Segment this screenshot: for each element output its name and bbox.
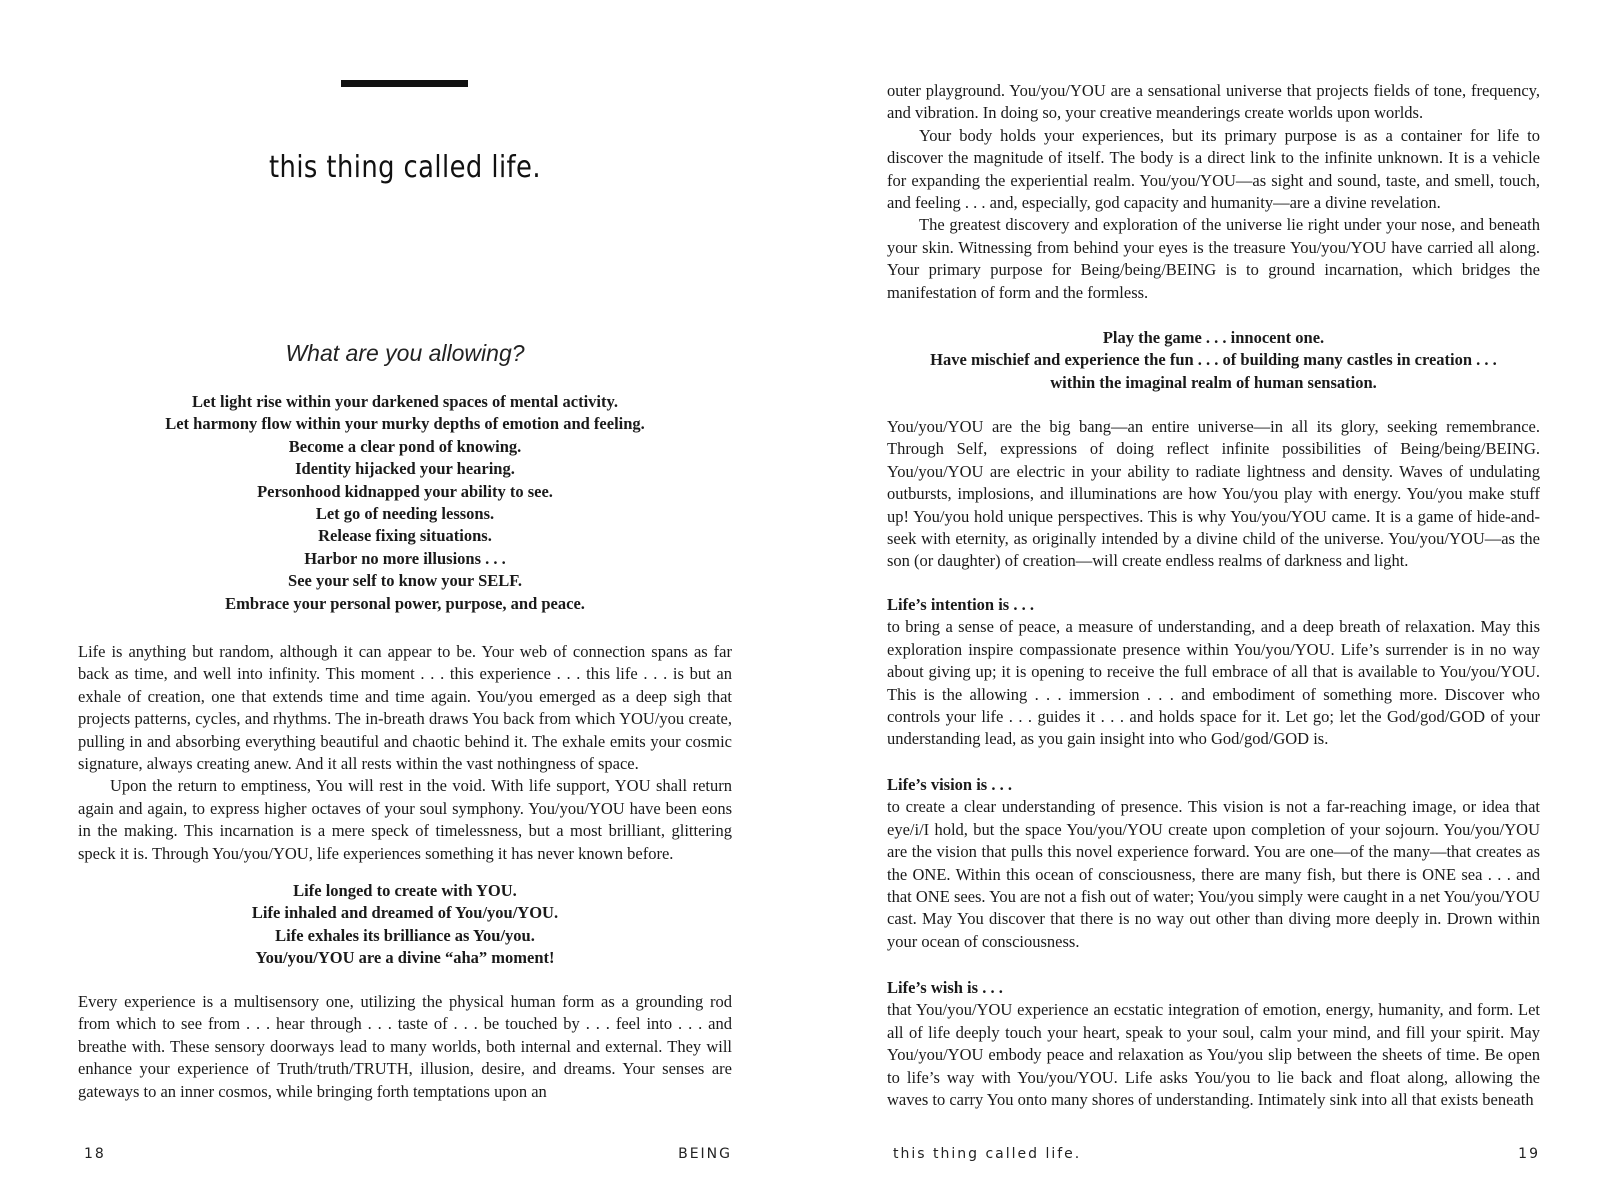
- poem-block: [78, 880, 732, 970]
- poem-line: Have mischief and experience the fun . . . of building many castles in creation . . .: [930, 350, 1497, 370]
- paragraph: You/you/YOU are the big bang—an entire universe—in all its glory, seeking remembrance. Through Self, expressions of doing reflect infinite possibilities of Being/being/BEING. You/you/YOU are electric in your ability to radiate lightness and density. Waves of undulating outbursts, implosions, and illuminations are how You/you play with energy. You/you make stuff up! You/you hold unique perspectives. This is why You/you/YOU came. It is a game of hide-and-seek with eternity, as originally intended by a divine child of the universe. You/you/YOU—as the son (or daughter) of creation—will create endless realms of darkness and light.: [887, 417, 1540, 571]
- running-head: this thing called life.: [893, 1146, 1082, 1162]
- affirmation-list: [78, 391, 732, 615]
- paragraph: The greatest discovery and exploration of the universe lie right under your nose, and beneath your skin. Witnessing from behind your eyes is the treasure You/you/YOU have carried all along. Your primary purpose for Being/being/BEING is to ground incarnation, which bridges the manifestation of form and the formless.: [887, 215, 1540, 302]
- paragraph: Life is anything but random, although it can appear to be. Your web of connection spans as far back as time, and well into infinity. This moment . . . this experience . . . this life . . . is but an exhale of creation, one that extends time and time again. You/you emerged as a deep sigh that projects patterns, cycles, and rhythms. The in-breath draws You back from which YOU/you create, pulling in and absorbing everything beautiful and chaotic behind it. The exhale emits your cosmic signature, always creating anew. And it all rests within the vast nothingness of space.: [78, 642, 732, 774]
- section-heading: Life’s vision is . . .: [887, 775, 1012, 794]
- affirmation-line: Let go of needing lessons.: [315, 504, 495, 524]
- body-section-2: [78, 991, 732, 1103]
- affirmation-line: Become a clear pond of knowing.: [288, 436, 522, 456]
- left-page: [78, 0, 732, 1200]
- affirmation-line: Harbor no more illusions . . .: [304, 548, 506, 568]
- poem-line: within the imaginal realm of human sensation.: [1050, 372, 1377, 392]
- affirmation-line: See your self to know your SELF.: [288, 571, 522, 591]
- paragraph: Upon the return to emptiness, You will rest in the void. With life support, YOU shall return again and again, to express higher octaves of your soul symphony. You/you/YOU have been eons in the making. This incarnation is a mere speck of timelessness, but a most brilliant, glittering speck it is. Through You/you/YOU, life experiences something it has never known before.: [78, 776, 732, 863]
- paragraph: Your body holds your experiences, but its primary purpose is as a container for life to discover the magnitude of itself. The body is a direct link to the infinite unknown. It is a vehicle for expanding the experiential realm. You/you/YOU—as sight and sound, taste, and smell, touch, and feeling . . . and, especially, god capacity and humanity—are a divine revelation.: [887, 125, 1540, 213]
- body-section-3: [887, 80, 1540, 304]
- poem-line: Life longed to create with YOU.: [293, 881, 517, 900]
- affirmation-line: Embrace your personal power, purpose, and peace.: [225, 593, 585, 613]
- section-heading: Life’s wish is . . .: [887, 978, 1003, 997]
- section-text: that You/you/YOU experience an ecstatic integration of emotion, energy, humanity, and form. Let all of life deeply touch your heart, speak to your soul, calm your mind, and fill your spirit. May You/you/YOU embody peace and relaxation as You/you slip between the sheets of time. Be open to life’s way with You/you/YOU. Life asks You/you to lie back and float along, allowing the waves to carry You onto many shores of understanding. Intimately sink into all that exists beneath: [887, 1000, 1540, 1110]
- page-number: 18: [84, 1146, 106, 1162]
- chapter-subtitle: What are you allowing?: [285, 340, 525, 366]
- affirmation-line: Identity hijacked your hearing.: [295, 459, 515, 479]
- poem-line: Play the game . . . innocent one.: [1102, 328, 1325, 347]
- section-text: to create a clear understanding of presence. This vision is not a far-reaching image, or idea that eye/i/I hold, but the space You/you/YOU create upon completion of your sojourn. You/you/YOU are the vision that pulls this novel experience forward. You are one—of the many—that creates as the ONE. Within this ocean of consciousness, there are many fish, but there is ONE sea . . . and that ONE sees. You are not a fish out of water; You/you simply were caught in a net You/you/YOU cast. May You discover that there is no way out other than diving more deeply in. Drown within your ocean of consciousness.: [887, 797, 1540, 951]
- affirmation-line: Release fixing situations.: [318, 526, 492, 546]
- affirmation-line: Let harmony flow within your murky depths of emotion and feeling.: [165, 414, 645, 434]
- wish-section: [887, 977, 1540, 1111]
- page-number: 19: [1518, 1146, 1540, 1162]
- body-section-4: [887, 416, 1540, 573]
- section-text: to bring a sense of peace, a measure of understanding, and a deep breath of relaxation. May this exploration inspire compassionate presence within You/you/YOU. Life’s surrender is in no way about giving up; it is opening to receive the full embrace of all that is available to You/you/YOU. This is the allowing . . . immersion . . . and embodiment of something more. Discover who controls your life . . . guides it . . . and holds space for it. Let go; let the God/god/GOD of your understanding lead, as you gain insight into who God/god/GOD is.: [887, 617, 1540, 749]
- body-section-1: [78, 641, 732, 865]
- affirmation-line: Personhood kidnapped your ability to see.: [257, 481, 553, 501]
- poem-line: Life exhales its brilliance as You/you.: [275, 925, 535, 945]
- vision-section: [887, 774, 1540, 953]
- paragraph: Every experience is a multisensory one, utilizing the physical human form as a grounding rod from which to see from . . . hear through . . . taste of . . . be touched by . . . feel into . . . and breathe with. These sensory doorways lead to many worlds, both internal and external. They will enhance your experience of Truth/truth/TRUTH, illusion, desire, and dreams. Your senses are gateways to an inner cosmos, while bringing forth temptations upon an: [78, 992, 732, 1101]
- poem-line: Life inhaled and dreamed of You/you/YOU.: [251, 903, 559, 923]
- intention-section: [887, 594, 1540, 751]
- running-head: BEING: [678, 1146, 732, 1162]
- chapter-rule: [341, 80, 468, 87]
- poem-block: [887, 327, 1540, 394]
- poem-line: You/you/YOU are a divine “aha” moment!: [255, 948, 555, 968]
- section-heading: Life’s intention is . . .: [887, 595, 1034, 614]
- affirmation-line: Let light rise within your darkened spaces of mental activity.: [192, 392, 618, 411]
- paragraph: outer playground. You/you/YOU are a sensational universe that projects fields of tone, frequency, and vibration. In doing so, your creative meanderings create worlds upon worlds.: [887, 81, 1540, 123]
- chapter-title: this thing called life.: [268, 150, 542, 185]
- right-page: [887, 0, 1540, 1200]
